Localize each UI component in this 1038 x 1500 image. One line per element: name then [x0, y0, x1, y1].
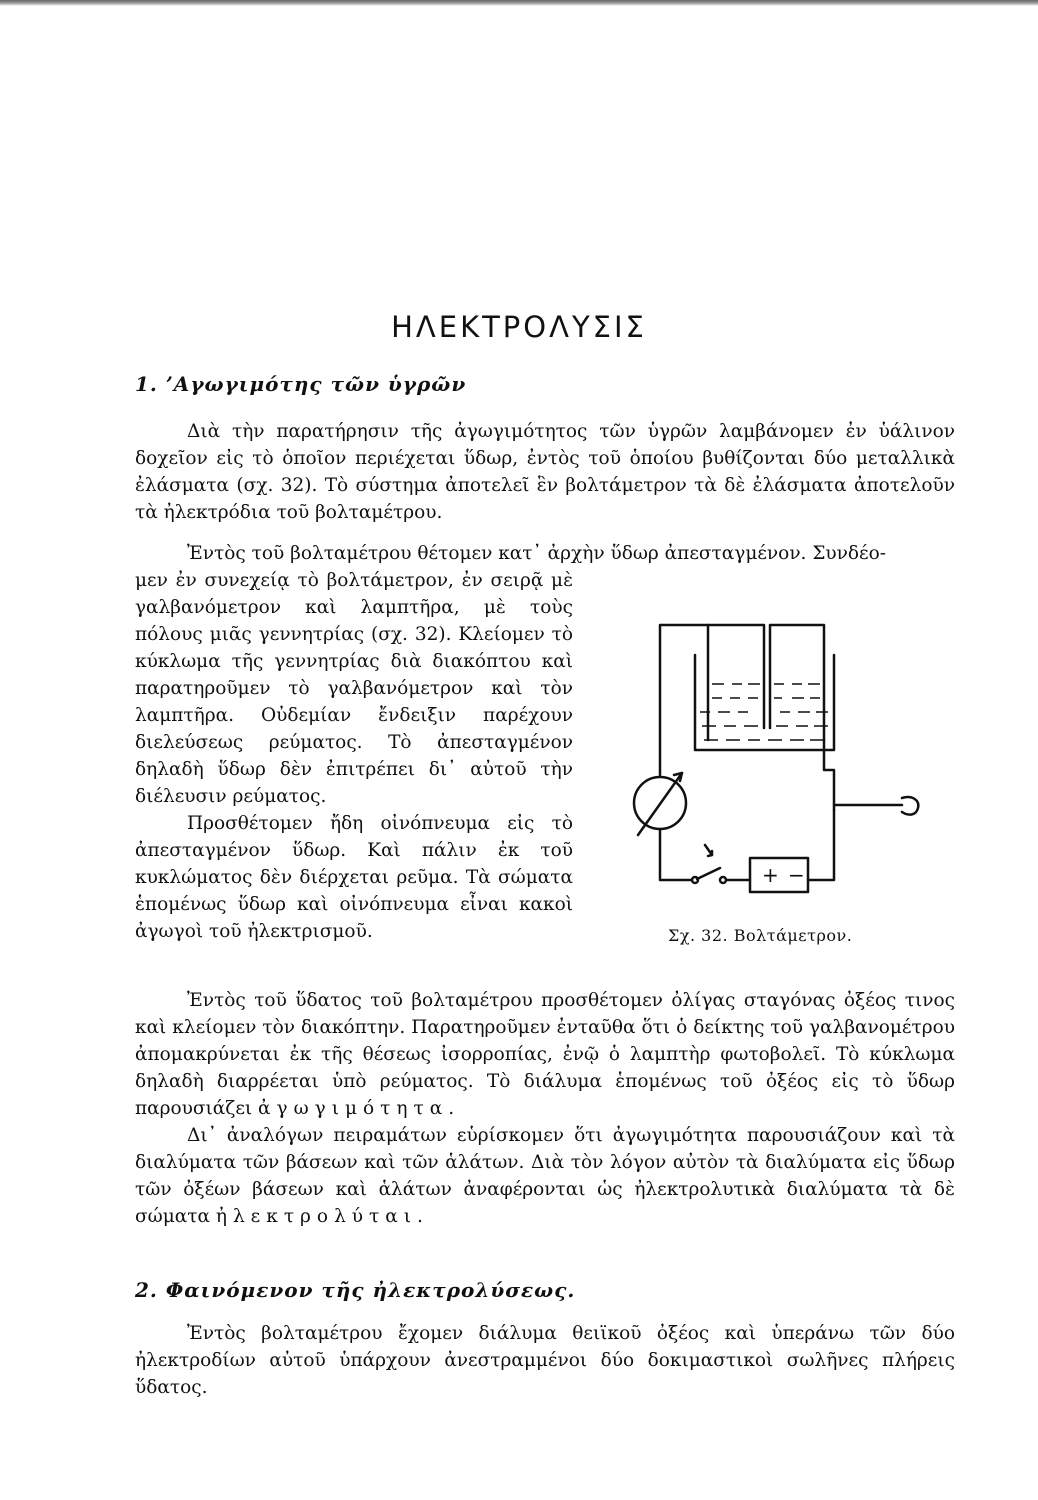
wire-to-vessel — [824, 750, 834, 810]
right-electrode-wire — [770, 625, 824, 740]
term-electrolytes: ἠλεκτρολύται. — [215, 1206, 429, 1227]
lamp-icon — [902, 797, 918, 815]
voltameter-figure — [612, 590, 942, 920]
section-1-paragraph-4-text: Ἐντὸς τοῦ ὕδατος τοῦ βολταμέτρου προσθέτομεν ὀλίγας σταγόνας ὀξέος τινος καὶ κλείομεν τὸν διακόπτην. Παρατηροῦμεν ἐνταῦθα ὅτι ὁ δείκτης τοῦ γαλβανομέτρου ἀπομακρύνεται ἐκ τῆς θέσεως ἰσορροπίας, ἐνῷ ὁ λαμπτὴρ φωτοβολεῖ. Τὸ κύκλωμα δηλαδὴ διαρρέεται ὑπὸ ρεύματος. Τὸ διάλυμα ἑπομένως τοῦ ὀξέος εἰς τὸ ὕδωρ παρουσιάζει — [135, 990, 955, 1119]
figure-caption: Σχ. 32. Βολτάμετρον. — [668, 926, 853, 945]
page-top-edge — [0, 0, 1038, 6]
section-1-paragraph-2-rest: μεν ἐν συνεχείᾳ τὸ βολτάμετρον, ἐν σειρᾷ μὲ γαλβανόμετρον καὶ λαμπτῆρα, μὲ τοὺς πόλους μιᾶς γεννητρίας (σχ. 32). Κλείομεν τὸ κύκλωμα τῆς γεννητρίας διὰ διακόπτου καὶ παρατηροῦμεν τὸ γαλβανόμετρον καὶ τὸν λαμπτῆρα. Οὐδεμίαν ἔνδειξιν παρέχουν διελεύσεως ρεύματος. Τὸ ἀπεσταγμένον δηλαδὴ ὕδωρ δὲν ἐπιτρέπει δι᾽ αὐτοῦ τὴν διέλευσιν ρεύματος. — [135, 570, 573, 807]
section-1-heading: 1. ’Αγωγιμότης τῶν ὑγρῶν — [135, 372, 467, 396]
section-2-paragraph-1: Ἐντὸς βολταμέτρου ἔχομεν διάλυμα θειϊκοῦ ὀξέος καὶ ὑπεράνω τῶν δύο ἠλεκτροδίων αὐτοῦ ὑπάρχουν ἀνεστραμμένοι δύο δοκιμαστικοὶ σωλῆνες πλήρεις ὕδατος. — [135, 1323, 955, 1398]
section-1-lower-text — [135, 987, 955, 1230]
right-bottom-wire — [808, 810, 834, 880]
section-1-paragraph-3: Προσθέτομεν ἤδη οἰνόπνευμα εἰς τὸ ἀπεσταγμένον ὕδωρ. Καὶ πάλιν ἐκ τοῦ κυκλώματος δὲν διέρχεται ρεῦμα. Τὰ σώματα ἑπομένως ὕδωρ καὶ οἰνόπνευμα εἶναι κακοὶ ἀγωγοὶ τοῦ ἠλεκτρισμοῦ. — [135, 813, 573, 942]
switch-arrow — [705, 845, 712, 856]
section-1-paragraph-2-first-line: Ἐντὸς τοῦ βολταμέτρου θέτομεν κατ᾽ ἀρχὴν ὕδωρ ἀπεσταγμένον. Συνδέο- — [187, 543, 887, 564]
section-1-narrow-column — [135, 567, 573, 945]
left-electrode-wire — [708, 625, 764, 740]
section-1-paragraph-5 — [135, 1122, 955, 1230]
battery-plus-sign: + — [762, 863, 779, 887]
left-circuit-wire — [660, 625, 708, 775]
section-1-paragraph-5-text: Δι᾽ ἀναλόγων πειραμάτων εὑρίσκομεν ὅτι ἀγωγιμότητα παρουσιάζουν καὶ τὰ διαλύματα τῶν βάσεων καὶ τῶν ἁλάτων. Διὰ τὸν λόγον αὐτὸν τὰ διαλύματα εἰς ὕδωρ τῶν ὀξέων βάσεων καὶ ἁλάτων ἀναφέρονται ὡς ἠλεκτρολυτικὰ διαλύματα τὰ δὲ σώματα — [135, 1125, 955, 1227]
page-title: ΗΛΕΚΤΡΟΛΥΣΙΣ — [391, 310, 647, 344]
battery-minus-sign: − — [788, 863, 805, 887]
section-2-heading: 2. Φαινόμενον τῆς ἠλεκτρολύσεως. — [135, 1278, 576, 1302]
term-conductivity: ἀγωγιμότητα. — [258, 1098, 461, 1119]
section-1-paragraph-4 — [135, 987, 955, 1122]
section-1-paragraph-1: Διὰ τὴν παρατήρησιν τῆς ἀγωγιμότητος τῶν ὑγρῶν λαμβάνομεν ἐν ὑάλινον δοχεῖον εἰς τὸ ὁποῖον περιέχεται ὕδωρ, ἐντὸς τοῦ ὁποίου βυθίζονται δύο μεταλλικὰ ἐλάσματα (σχ. 32). Τὸ σύστημα ἀποτελεῖ ἓν βολτάμετρον τὰ δὲ ἐλάσματα ἀποτελοῦν τὰ ἠλεκτρόδια τοῦ βολταμέτρου. — [135, 421, 955, 523]
bottom-left-wire — [660, 829, 692, 880]
switch-lever-icon — [697, 868, 720, 879]
